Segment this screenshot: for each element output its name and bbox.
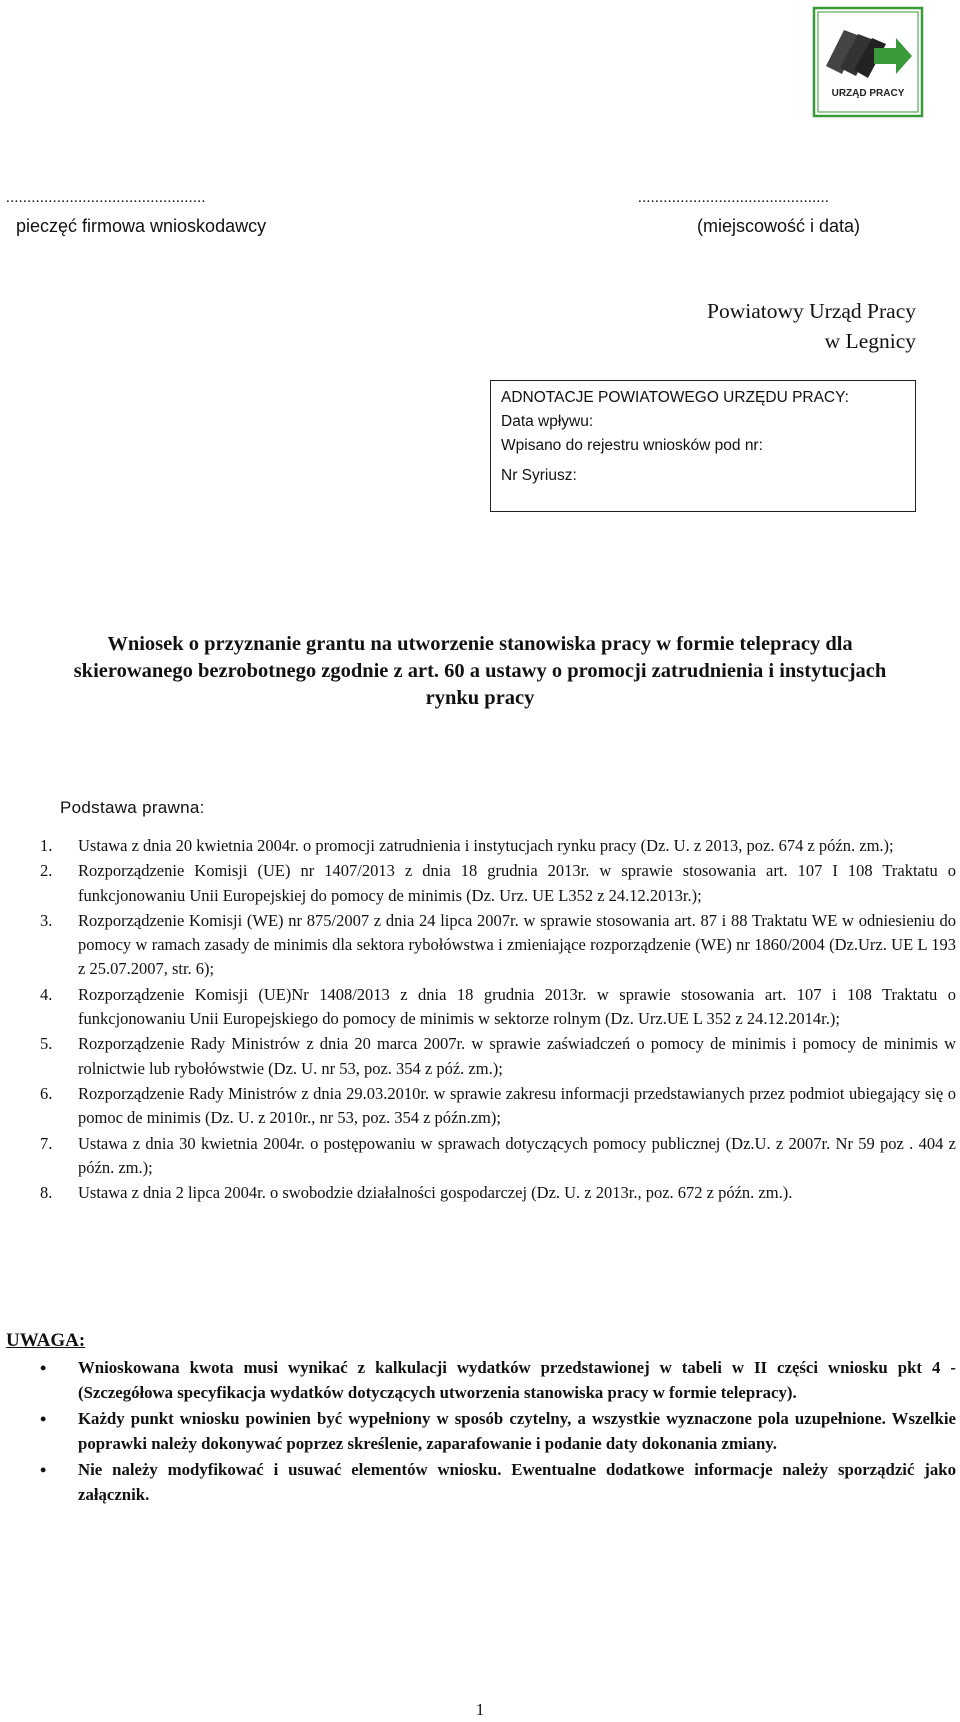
legal-item: 4. Rozporządzenie Komisji (UE)Nr 1408/2013 z dnia 18 grudnia 2013r. w sprawie stosowania art. 107 i 108 Traktatu o funkcjonowaniu Unii Europejskiego do pomocy de minimis w sektorze rolnym (Dz. Urz.UE L 352 z 24.12.2014r.); xyxy=(40,984,956,1029)
legal-basis-list xyxy=(40,834,956,1206)
legal-item: 1. Ustawa z dnia 20 kwietnia 2004r. o promocji zatrudnienia i instytucjach rynku pracy (Dz. U. z 2013, poz. 674 z późn. zm.); xyxy=(40,836,894,855)
legal-item: 5. Rozporządzenie Rady Ministrów z dnia 20 marca 2007r. w sprawie zaświadczeń o pomocy de minimis i pomocy de minimis w rolnictwie lub rybołówstwie (Dz. U. nr 53, poz. 354 z póź. zm.); xyxy=(40,1034,956,1078)
bullet-icon: • xyxy=(40,1460,47,1480)
legal-basis-heading: Podstawa prawna: xyxy=(60,798,205,817)
svg-text:URZĄD PRACY: URZĄD PRACY xyxy=(831,88,905,99)
register-number-field: Wpisano do rejestru wniosków pod nr: xyxy=(501,437,763,454)
title-line2: skierowanego bezrobotnego zgodnie z art. 60 a ustawy o promocji zatrudnienia i instytucjach xyxy=(73,660,887,682)
addressee-line2: w Legnicy xyxy=(824,329,916,353)
addressee-line1: Powiatowy Urząd Pracy xyxy=(707,299,916,323)
place-date-caption: (miejscowość i data) xyxy=(697,216,861,236)
bullet-icon: • xyxy=(40,1409,47,1429)
syriusz-number-field: Nr Syriusz: xyxy=(501,467,577,484)
legal-item: 6. Rozporządzenie Rady Ministrów z dnia 29.03.2010r. w sprawie zakresu informacji przedstawianych przez podmiot ubiegający się o pomoc de minimis (Dz. U. z 2010r., nr 53, poz. 354 z późn.zm); xyxy=(40,1083,956,1128)
notice-item: • Wnioskowana kwota musi wynikać z kalkulacji wydatków przedstawionej w tabeli w II części wniosku pkt 4 - (Szczegółowa specyfikacja wydatków dotyczących utworzenia stanowiska pracy w formie telepracy). xyxy=(40,1356,956,1405)
notice-label: UWAGA: xyxy=(6,1330,86,1351)
legal-item: 2. Rozporządzenie Komisji (UE) nr 1407/2013 z dnia 18 grudnia 2013r. w sprawie stosowania art. 107 I 108 Traktatu o funkcjonowaniu Unii Europejskiej do pomocy de minimis (Dz. Urz. UE L352 z 24.12.2013r.); xyxy=(40,861,956,905)
received-date-field: Data wpływu: xyxy=(501,413,594,430)
office-annotations-box xyxy=(490,380,916,512)
bullet-icon: • xyxy=(40,1358,47,1378)
stamp-caption: pieczęć firmowa wnioskodawcy xyxy=(16,216,267,236)
page-number: 1 xyxy=(475,1700,485,1719)
legal-item: 8. Ustawa z dnia 2 lipca 2004r. o swobodzie działalności gospodarczej (Dz. U. z 2013r., poz. 672 z późn. zm.). xyxy=(40,1183,793,1203)
document-title xyxy=(14,631,946,712)
legal-item: 7. Ustawa z dnia 30 kwietnia 2004r. o postępowaniu w sprawach dotyczących pomocy publicznej (Dz.U. z 2007r. Nr 59 poz . 404 z późn. zm.); xyxy=(40,1133,956,1177)
place-date-dotted-line: ............................................. xyxy=(638,190,830,206)
title-line1: Wniosek o przyznanie grantu na utworzenie stanowiska pracy w formie telepracy dla xyxy=(107,633,853,655)
notice-list xyxy=(40,1356,956,1509)
title-line3: rynku pracy xyxy=(425,687,535,709)
addressee xyxy=(707,296,916,356)
notice-item: • Nie należy modyfikować i usuwać elementów wniosku. Ewentualne dodatkowe informacje należy sporządzić jako załącznik. xyxy=(40,1458,956,1507)
stamp-dotted-line: ............................................... xyxy=(6,190,206,206)
legal-item: 3. Rozporządzenie Komisji (WE) nr 875/2007 z dnia 24 lipca 2007r. w sprawie stosowania art. 87 i 88 Traktatu WE w odniesieniu do pomocy w ramach zasady de minimis dla sektora rybołówstwa i zmieniające rozporządzenie (WE) nr 1860/2004 (Dz.Urz. UE L 193 z 25.07.2007, str. 6); xyxy=(40,910,956,979)
notice-item: • Każdy punkt wniosku powinien być wypełniony w sposób czytelny, a wszystkie wyznaczone pola uzupełnione. Wszelkie poprawki należy dokonywać poprzez skreślenie, zaparafowanie i podanie daty dokonania zmiany. xyxy=(40,1407,956,1456)
urzad-pracy-logo xyxy=(812,6,924,118)
annotations-heading: ADNOTACJE POWIATOWEGO URZĘDU PRACY: xyxy=(501,389,849,406)
